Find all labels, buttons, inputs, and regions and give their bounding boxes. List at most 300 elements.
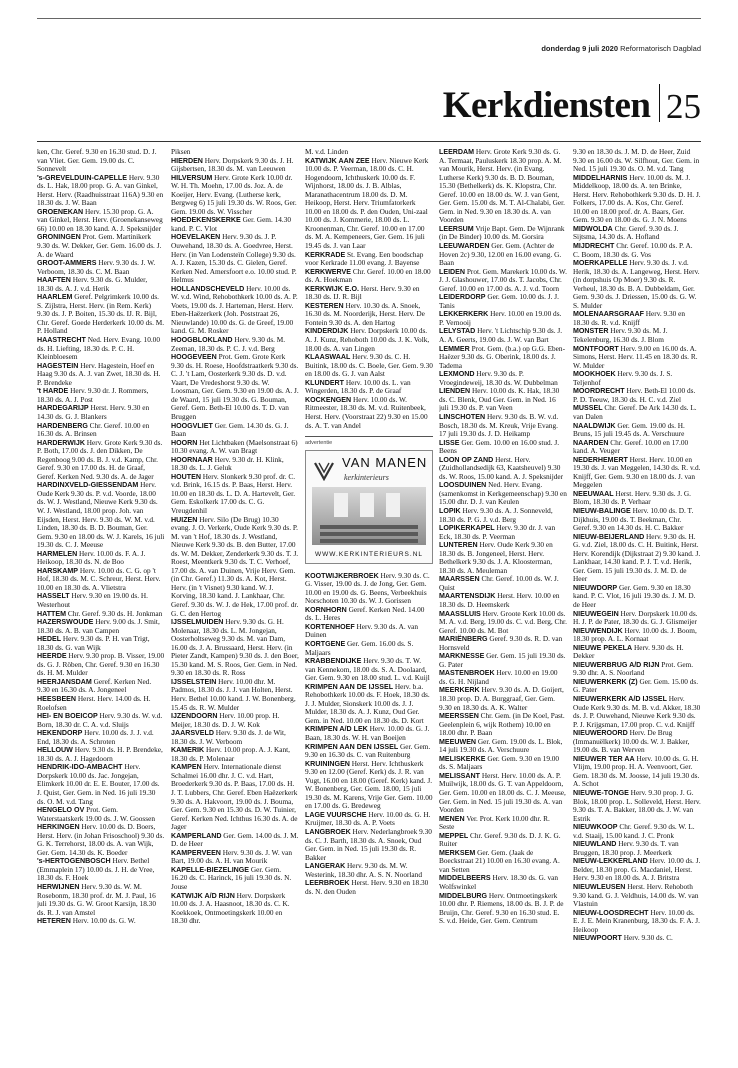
place-name: NIEUW-LOOSDRECHT: [573, 908, 649, 917]
place-name: HUIZEN: [171, 515, 198, 524]
listing-entry: [439, 481, 567, 507]
listing-entry: [439, 148, 567, 225]
place-name: MEPPEL: [439, 831, 469, 840]
place-name: HARDERWIJK: [37, 438, 85, 447]
ad-box[interactable]: [305, 450, 433, 564]
service-details: Herv. 10.00 ds. K. Hak, 18.30 ds. C. Blenk, Oud Ger. Gem. in Ned. 16 juli 19.30 ds. P. van Veen: [439, 386, 560, 413]
place-name: MOOKHOEK: [573, 370, 616, 379]
service-details: Herv. Dorpskerk 10.00 ds. A. J. Kunz, Rehoboth 10.00 ds. J. K. Volk, 18.00 ds. A. van Lingen: [305, 326, 430, 353]
listing-entry: [439, 652, 567, 669]
listing-entry: [439, 387, 567, 413]
place-name: KAPELLE-BIEZELINGE: [171, 865, 250, 874]
service-details: Herv. 9.30 ds. J. W. Verboom, 18.30 ds. C. M. Baan: [37, 258, 156, 276]
title-separator: [659, 84, 661, 122]
listing-entry: [573, 225, 701, 242]
listing-entry: [439, 293, 567, 310]
place-name: LEERDAM: [439, 148, 475, 156]
place-name: KATWIJK AAN ZEE: [305, 156, 370, 165]
listing-entry: [171, 866, 299, 892]
service-details: Herv. 10.00 ds. M. J. Middelkoop, 18.00 ds. A. ten Brinke, Herst. Herv. Rehobothkerk 9.30 ds. D. H. J. Folkers, 17.00 ds. A. Kos, Chr. Geref. 10.00 en 18.00 prof. dr. A. Baars, Ger. Gem. 9.30 en 18.00 ds. G. J. N. Moens: [573, 172, 701, 225]
place-name: HAARLEM: [37, 293, 73, 302]
place-name: KRIMPEN A/D LEK: [305, 725, 368, 734]
service-details: Geref. 9.30 ds. R. D. van Hornsveld: [439, 634, 563, 652]
listing-entry: [171, 285, 299, 336]
place-name: HEKENDORP: [37, 729, 83, 738]
place-name: HAZERSWOUDE: [37, 618, 94, 627]
place-name: KLAASWAAL: [305, 353, 351, 362]
listing-entry: [305, 811, 433, 828]
service-details: Herv. 15.30 prop. G. A. van Ginkel, Herst. Herv. (Groenekanseweg 66) 10.00 en 18.30 kand. A. J. Speksnijder: [37, 206, 163, 233]
place-name: NIEUWER TER AA: [573, 754, 635, 763]
listing-entry: [439, 575, 567, 592]
place-name: HAGESTEIN: [37, 361, 79, 370]
listing-entry: [439, 370, 567, 387]
place-name: HEESBEEN: [37, 695, 77, 703]
service-details: Herv. 10.00 ds. J. Belder, 18.30 prop. G. Macdaniel, Herst. Herv. 9.30 en 18.00 ds. A. J. Britstra: [573, 856, 701, 883]
place-name: GROENEKAN: [37, 207, 84, 216]
window-shape: [386, 493, 400, 517]
place-name: HERWIJNEN: [37, 883, 80, 892]
service-details: Geref. Pelgrimkerk 10.00 ds. S. Zijlstra, Herst. Herv. (in Rem. Kerk) 9.30 ds. J. P. Boiten, 15.30 ds. IJ. R. Bijl, Chr. Geref. Goede Herderkerk 10.00 ds. M. P. Holland: [37, 292, 165, 336]
service-details: Herv. 10.00 ds. G. J. Baan, 18.30 ds. W. H. van Boeijen: [305, 724, 430, 742]
service-details: Ger. Gem. 14.00 ds. J. M. D. de Heer: [171, 830, 299, 849]
place-name: HOEVELAKEN: [171, 233, 221, 242]
place-name: KAMPERVEEN: [171, 848, 221, 857]
listing-entry: [37, 883, 165, 917]
listing-entry: [573, 789, 701, 823]
service-details: Herv. Oude Kerk 9.30 ds. M. B. v.d. Akker, 18.30 ds. J. P. Ouwehand, Nieuwe Kerk 9.30 ds. P. J. Krijgsman, 17.00 prop. C. v.d. Knijff: [573, 694, 701, 729]
place-name: MOLENAARSGRAAF: [573, 310, 644, 319]
place-name: HAAFTEN: [37, 276, 71, 285]
service-details: Herv. Grote Kerk 9.30 ds. P. Both, 17.00 ds. J. den Dikken, De Regenboog 9.00 ds. B. J. v.d. Kamp, Chr. Geref. 9.30 en 17.00 ds. H. de Graaf, Geref. Kerken Ned. 9.30 ds. A. de Jager: [37, 437, 163, 481]
listing-entry: [171, 849, 299, 866]
place-name: NIEUWENDIJK: [573, 626, 623, 635]
service-details: Herv. 9.30 en 19.00 ds. H. Westerhout: [37, 591, 148, 609]
service-details: Herv. 10.00 ds. W. Ritmeester, 18.30 ds. M. v.d. Ruitenbeek, Herst. Herv. (Voorstraat 22) 9.30 en 15.00 ds. A. T. van Andel: [305, 394, 428, 430]
place-name: MARKNESSE: [439, 652, 485, 661]
listing-entry: [439, 815, 567, 832]
place-name: 't HARDE: [37, 387, 69, 396]
service-details: Herv. Ontmoetingskerk 10.00 dhr. P. Riemens, 18.00 ds. B. J. P. de Bruijn, Chr. Geref. 9.30 en 16.30 stud. E. S. v.d. Heide, Ger. Gem. Centrum: [439, 890, 564, 926]
service-details: Herv. 9.30 ds. W. M. Rosebonm, 18.30 prof. dr. M. J. Paul, 16 juli 19.30 ds. G. W. Groot Karsijn, 18.30 ds. R. J. van Amstel: [37, 882, 156, 917]
place-name: GRONINGEN: [37, 233, 81, 242]
service-details: Herv. 10.00 ds. G. H. Vlijm, 19.00 prop. H. A. Veenvoort, Ger. Gem. 18.30 ds. M. Joosse, 14 juli 19.30 ds. A. Schot: [573, 753, 700, 789]
service-details: Herv. 9.00 en 16.00 ds. A. Simons, Herst. Herv. 11.45 en 18.30 ds. R. W. Mulder: [573, 343, 698, 370]
top-rule: [37, 18, 701, 19]
service-details: Herv. Dorpskerk 10.00 ds. H. J. P. de Pater, 18.30 ds. G. J. Glismeijer: [573, 608, 698, 627]
service-details: Chr. Geref. 9.30 ds. D. J. K. G. Ruiter: [439, 830, 561, 849]
place-name: KERKRADE: [305, 250, 346, 259]
listing-entry: [37, 567, 165, 593]
listing-entry: [439, 592, 567, 609]
place-name: KERKWIJK E.O.: [305, 284, 359, 293]
page-meta: [541, 44, 701, 53]
paper-name: Reformatorisch Dagblad: [620, 44, 701, 53]
place-name: HOOGVLIET: [171, 421, 213, 430]
service-details: Herv. 9.30 dr. J. van Eck, 18.30 ds. P. Veerman: [439, 523, 556, 541]
service-details: Herv. 10.00 ds. J. J. v.d. End, 18.30 ds. A. Schroten: [37, 728, 154, 746]
listing-entry: [573, 729, 701, 755]
service-details: Herv. 9.30 ds. M. W. Westerink, 18.30 dhr. A. S. N. Noorland: [305, 861, 422, 879]
service-details: Herv. 10.00 en 19.00 ds. P. Vernooij: [439, 309, 562, 327]
place-name: KAMPEN: [171, 763, 202, 772]
service-details: Herv. 9.30 ds. T. van Bruggen, 18.30 prop. J. Meerkerk: [573, 839, 679, 857]
place-name: IJZENDOORN: [171, 712, 218, 721]
place-name: KAMPERLAND: [171, 831, 222, 840]
service-details: Ger. Gem. (Jaak de Boeckstraat 21) 10.00 en 16.30 evang. A. van Setten: [439, 847, 560, 874]
listing-entry: [439, 892, 567, 926]
service-details: Herv. 9.30 ds. M. Zeeman, 18.30 ds. P. C. J. v.d. Berg: [171, 335, 286, 353]
service-details: Herv. 't Lichtschip 9.30 ds. J. A. A. Geerts, 19.00 ds. J. W. van Bart: [439, 326, 563, 345]
place-name: LELYSTAD: [439, 327, 476, 336]
service-details: Herst. Herv. 10.00 en 18.30 ds. D. Heemskerk: [439, 591, 560, 609]
service-details: Ger. Gem. 16.20 ds. C. Harinck, 16 juli 19.30 ds. N. Jouse: [171, 864, 292, 892]
column-5: [573, 148, 701, 1048]
place-name: HOORN: [171, 438, 198, 447]
listing-entry: [439, 310, 567, 327]
listing-entry: [305, 302, 433, 328]
listing-entry: [37, 404, 165, 421]
place-name: LEIDERDORP: [439, 293, 486, 302]
place-name: LANGBROEK: [305, 828, 351, 836]
advertisement: [305, 436, 433, 564]
service-details: Prot. Gem. Marekerk 10.00 ds. W. J. J. Glashouwer, 17.00 ds. T. Jacobs, Chr. Geref. 10.00 en 17.00 ds. A. J. v.d. Toorn: [439, 266, 567, 293]
service-details: Het Lichtbaken (Maelsonstraat 6) 10.30 evang. A. W. van Bragt: [171, 437, 298, 456]
place-name: NAALDWIJK: [573, 421, 616, 430]
listing-entry: [37, 259, 165, 276]
service-details: Ger. Gem. 10.00 ds. J. J. Tanis: [439, 292, 559, 310]
listing-entry: [171, 516, 299, 619]
place-name: HATTEM: [37, 609, 67, 618]
service-details: Vrije Bapt. Gem. De Wijnrank (in De Binder) 10.00 ds. M. Gorsira: [439, 223, 565, 242]
service-details: Ger. Gem. 9.30 en 18.30 kand. P. C. Vlot, 16 juli 19.30 ds. J. M. D. de Heer: [573, 582, 696, 609]
listing-entry: [37, 763, 165, 806]
place-name: HEERJANSDAM: [37, 677, 92, 686]
listing-entry: [37, 276, 165, 293]
place-name: IJSSELMUIDEN: [171, 618, 224, 627]
listing-entry: [573, 242, 701, 259]
service-details: Ger. Gem. 14.30 ds. G. J. Baan: [171, 420, 289, 439]
place-name: HELLOUW: [37, 746, 73, 755]
service-details: Herv. 9.30 ds. J. P. Ouwehand, 18.30 ds. A. Goedvree, Herst. Herv. (in Van Lodensteïn College) 9.30 ds. A. J. Kazen, 15.30 ds. C. Gielen, Geref. Kerken Ned. Amersfoort e.o. 10.00 stud. P. Helmus: [171, 232, 297, 285]
listing-entry: [305, 623, 433, 640]
service-details: Herv. 9.30 ds. J. de Wit, 18.30 ds. J. W. Verboom: [171, 728, 286, 746]
place-name: LOON OP ZAND: [439, 455, 494, 464]
service-details: Herv. 10.00 dhr. M. Padmos, 18.30 ds. J. J. van Holten, Herst. Herv. Bethel 10.00 kand. J. W. Bonenberg, 15.45 ds. R. W. Mulder: [171, 676, 296, 712]
place-name: HAASTRECHT: [37, 336, 86, 345]
service-details: Herst. Herv. 10.00 ds. A. P. Muilwijk, 18.00 ds. G. T. van Appeldoorn, Ger. Gem. 10.00 en 18.00 ds. C. J. Meeuse, Ger. Gem. in Ned. 15 juli 19.30 ds. A. van Voorden: [439, 770, 566, 815]
listing-entry: [573, 327, 701, 344]
place-name: NIEUW-LEKKERLAND: [573, 857, 648, 866]
listing-entry: [439, 507, 567, 524]
place-name: LISSE: [439, 438, 460, 447]
listing-entry: [305, 657, 433, 683]
service-details: Herv. 9.30 ds. H. G. v.d. Ziel, 18.00 ds. C. H. Buitink, Herst. Herv. Korendijk (Dijkstraat 2) 9.30 kand. J. Lankhaar, 14.30 kand. P. J. T. v.d. Herik, Ger. Gem. 15 juli 19.30 ds. J. M. D. de Heer: [573, 531, 701, 584]
service-details: Geref. Kerken Ned. 14.00 ds. L. Heres: [305, 604, 425, 623]
listing-entry: [305, 862, 433, 879]
place-name: LEEUWARDEN: [439, 242, 490, 251]
place-name: NIEUWEROORD: [573, 729, 628, 738]
header-rule: [37, 141, 701, 142]
place-name: HOEDEKENSKERKE: [171, 216, 241, 225]
service-details: Herst. Herv. (Zuidhollandsedijk 63, Kaatsheuvel) 9.30 ds. W. Roos, 15.00 kand. A. J. Speksnijder: [439, 454, 564, 481]
service-details: Ger. Gem. (Achter de Hoven 2c) 9.30, 12.00 en 16.00 evang. G. Baan: [439, 241, 562, 268]
place-name: 's-HERTOGENBOSCH: [37, 857, 111, 866]
place-name: KINDERDIJK: [305, 327, 349, 336]
place-name: HENDRIK-IDO-AMBACHT: [37, 763, 123, 772]
service-details: Herv. 9.00 ds. J. Smit, 18.30 ds. A. B. van Campen: [37, 617, 160, 635]
place-name: KRABBENDIJKE: [305, 657, 362, 666]
service-details: Herv. 9.30 dr. J. Rommers, 18.30 ds. A. J. Post: [37, 386, 149, 404]
place-name: MELISKERKE: [439, 754, 486, 763]
listing-entry: [305, 327, 433, 353]
service-details: Ger. Gem. 9.30 en 16.30 ds. C. van Ruitenburg: [305, 741, 431, 760]
listing-entry: [171, 439, 299, 456]
place-name: NIEUWERKERK (Z): [573, 677, 638, 686]
listing-entry: [305, 606, 433, 623]
listing-entry: [37, 174, 165, 208]
listing-entry: [573, 310, 701, 327]
service-details: Herv. 10.00 ds. G. W.: [72, 916, 136, 926]
listing-entry: [305, 640, 433, 657]
pew-shape: [320, 532, 418, 536]
service-details: Herv. 9.30 ds. T. W. van Kennekom, 18.00 ds. S. A. Doolaard, Ger. Gem. 9.30 en 18.00 stud. L. v.d. Kuijl: [305, 656, 430, 683]
window-shape: [360, 493, 374, 517]
place-name: KRIMPEN AAN DE IJSSEL: [305, 682, 394, 691]
listing-entry: [573, 507, 701, 533]
listing-entry: [37, 857, 165, 883]
service-details: Chr. Geref. 9.30 ds. J. Sijtsma, 14.30 ds. A. Hofland: [573, 223, 679, 242]
listing-entry: [573, 644, 701, 661]
place-name: MEERKERK: [439, 686, 480, 695]
listing-entry: [171, 157, 299, 174]
service-details: Chr. Gem. (in De Koel, Past. Geelenplein 6, wijk Rothem) 10.00 en 18.00 dhr. P. Baan: [439, 711, 565, 738]
listing-entry: [573, 404, 701, 421]
service-details: Herv. 10.00 ds. D. Boers, Herst. Herv. (in Johan Frisoschool) 9.30 ds. G. K. Terrehorst, 18.00 ds. A. van Wijk, Ger. Gem. 14.30 ds. K. Boeder: [37, 822, 165, 857]
place-name: KOCKENGEN: [305, 395, 352, 404]
listing-entry: [37, 439, 165, 482]
service-details: ken, Chr. Geref. 9.30 en 16.30 stud. D. J. van Vliet. Ger. Gem. 19.00 ds. C. Sonnevelt: [37, 148, 157, 174]
service-details: Herv. 10.00 ds. G. H. Kruijmer, 18.30 ds. A. P. Voets: [305, 809, 431, 828]
service-details: Ger. Gem. 14.30 kand. P. C. Vlot: [171, 215, 292, 233]
service-details: Herv. 9.30 ds. A. J. Sonneveld, 18.30 ds. P. G. J. v.d. Berg: [439, 505, 553, 524]
place-name: NIEUWE PEKELA: [573, 643, 633, 652]
place-name: MUSSEL: [573, 404, 603, 413]
service-details: Herv. 10.30 ds. A. Snoek, 16.30 ds. M. Noorderijk, Herst. Herv. De Fontein 9.30 ds. A. den Hartog: [305, 300, 425, 327]
place-name: HARSKAMP: [37, 566, 78, 575]
listing-entry: [171, 473, 299, 516]
service-details: Ver. Prot. Kerk 10.00 dhr. R. Seste: [439, 813, 550, 832]
service-details: Ned. Herv. Evang. (samenkomst in Kerkgemeenschap) 9.30 en 15.00 dhr. D. J. van Keulen: [439, 480, 567, 507]
place-name: MEERSSEN: [439, 712, 479, 721]
listing-entry: [171, 618, 299, 678]
place-name: NEDERHEMERT: [573, 455, 628, 464]
listing-entry: [37, 652, 165, 678]
listing-entry: [439, 669, 567, 686]
place-name: LINSCHOTEN: [439, 412, 486, 421]
listing-entry: [171, 336, 299, 353]
listing-entry: [305, 572, 433, 606]
place-name: LOPIK: [439, 506, 461, 515]
listing-entry: [171, 353, 299, 421]
place-name: LEERSUM: [439, 224, 474, 233]
listing-entry: [171, 892, 299, 926]
service-details: Herv. Grote Kerk 10.00 dr. W. H. Th. Moehn, 17.00 ds. Joz. A. de Koeijer, Herv. Evang. (Lutherse kerk, Bergweg 6) 15 juli 19.30 ds. W. Roos, Ger. Gem. 19.00 ds. W. Visscher: [171, 172, 297, 216]
listing-entry: [439, 686, 567, 712]
place-name: LEXMOND: [439, 370, 475, 379]
listing-entry: [37, 233, 165, 259]
place-name: HARMELEN: [37, 549, 78, 558]
place-name: KESTEREN: [305, 301, 344, 310]
service-details: Herv. 9.30 prop. J. G. Blok, 18.00 prop. L. Solleveld, Herst. Herv. 9.30 ds. T. A. Bakker, 18.00 ds. J. W. van Estrik: [573, 788, 701, 823]
place-name: KATWIJK A/D RIJN: [171, 891, 235, 900]
service-details: Chr. Geref. 10.00 en 16.30 ds. A. Brinsen: [37, 420, 150, 439]
column-4: [439, 148, 567, 1048]
listing-entry: [171, 422, 299, 439]
listing-entry: [573, 857, 701, 883]
listing-entry: [439, 832, 567, 849]
place-name: KRIMPEN AAN DEN IJSSEL: [305, 742, 399, 751]
listing-entry: [573, 695, 701, 729]
listing-entry: [439, 524, 567, 541]
listing-entry: [305, 285, 433, 302]
place-name: LEKKERKERK: [439, 310, 489, 319]
service-details: Herv. 9.30 ds. H. P. Brendeke, 18.30 ds. A. J. Hagedoorn: [37, 745, 163, 763]
service-details: Herst. Herv. Ichthuskerk 9.30 en 12.00 (Geref. Kerk) ds. J. R. van Vugt, 16.00 en 18.00 (Geref. Kerk) kand. J. W. Bonenberg, Ger. Gem. 18.00, 15 juli 19.30 ds. M. Karens, Vrije Ger. Gem. 10.00 en 17.00 ds. G. Bredeweg: [305, 758, 433, 811]
place-name: MENEN: [439, 814, 465, 823]
service-details: Herv. De Brug (Immanuëlkerk) 10.00 ds. W. J. Bakker, 19.00 ds. B. van Werven: [573, 728, 690, 755]
place-name: NEEUWAAL: [573, 489, 614, 498]
service-details: St. Evang. Een boodschap voor Kerkrade 11.00 evang. J. Bayense: [305, 249, 424, 268]
place-name: LIENDEN: [439, 387, 471, 396]
place-name: HOOGEVEEN: [171, 353, 217, 362]
service-details: Ger. Gem. 19.00 ds. L. Blok, 14 juli 19.30 ds. A. Verschuure: [439, 736, 563, 755]
listing-entry: [439, 439, 567, 456]
place-name: KAMERIK: [171, 746, 205, 755]
service-details: Herst. Herv. 10.00 en 19.30 ds. J. van Meggelen, 14.30 ds. R. v.d. Knijff, Ger. Gem. 9.30 en 18.00 ds. J. van Meggelen: [573, 454, 701, 490]
section-title: Kerkdiensten: [442, 85, 651, 126]
place-name: MELISSANT: [439, 771, 480, 780]
service-details: Herv. 9.30 ds. P. H. van Trigt, 18.30 ds. G. van Wijk: [37, 634, 150, 652]
service-details: Herv. 9.30 ds. M. J. Tekelenburg, 16.30 ds. J. Blom: [573, 326, 668, 345]
listing-entry: [439, 849, 567, 875]
place-name: HARDENBERG: [37, 421, 88, 430]
listing-entry: [439, 712, 567, 738]
listing-entry: [37, 481, 165, 549]
service-details: Herv. Oude Kerk 9.30 ds. P. v.d. Voorde, 18.00 ds. W. J. Westland, Nieuwe Kerk 9.30 ds. W. J. Westland, 18.00 prop. Joh. van Eijsden, Herst. Herv. 9.30 ds. W. M. v.d. Linden, 18.30 ds. B. D. Bouman, Ger. Gem. 9.30 en 18.00 ds. W. J. Karels, 16 juli 19.30 ds. C. J. Meeuse: [37, 480, 165, 550]
service-details: Chr. Geref. 9.30 ds. H. Jonkman: [67, 608, 163, 618]
service-details: Herv. 9.30 ds. H. Dekker: [573, 642, 684, 661]
service-details: Chr. Geref. 10.00 ds. P. A. C. Boom, 18.30 ds. G. Vos: [573, 241, 693, 259]
listing-entry: [305, 725, 433, 742]
listing-entry: [439, 635, 567, 652]
place-name: NIEUWPOORT: [573, 934, 622, 943]
place-name: HARDINXVELD-GIESSENDAM: [37, 481, 139, 490]
service-details: Herv. Dorpskerk 10.00 ds. Jac. Jongejan, Elimkerk 10.00 dr. E. E. Bouter, 17.00 ds. J. Quist, Ger. Gem. in Ned. 16 juli 19.30 ds. O. M. v.d. Tang: [37, 762, 160, 806]
listing-entry: [439, 874, 567, 891]
listing-entry: [439, 327, 567, 344]
place-name: KERKWERVE: [305, 267, 351, 276]
service-details: Herst. Herv. 14.00 ds. H. Roelofsen: [37, 694, 151, 712]
service-details: Herv. 9.30 prop. B. Visser, 19.00 ds. G. J. Röben, Chr. Geref. 9.30 en 16.30 ds. H. M. Mulder: [37, 651, 165, 678]
place-name: HEERDE: [37, 652, 67, 661]
place-name: NAARDEN: [573, 438, 609, 447]
service-details: Herv. 9.30 ds. J. S. Teljenhof: [573, 369, 673, 387]
service-details: Herv. 10.00 ds. J. Boom, 18.30 prop. A. L. Kornaat: [573, 625, 697, 644]
listing-entry: [573, 370, 701, 387]
pew-shape: [320, 539, 418, 543]
listing-entry: [573, 627, 701, 644]
service-details: Prot. Gem. (b.a.) op G.G. Eben-Haëzer 9.30 ds. G. Oberink, 18.00 ds. J. Tadema: [439, 343, 565, 370]
service-details: Herv. 10.00 ds. C. G. op 't Hof, 18.30 ds. M. C. Schreur, Herst. Herv. 10.00 en 18.30 ds. A. Vlietstra: [37, 565, 161, 592]
ad-url[interactable]: WWW.KERKINTERIEURS.NL: [314, 551, 424, 559]
place-name: GROOT-AMMERS: [37, 259, 97, 268]
place-name: MONSTER: [573, 327, 609, 336]
listing-entry: [37, 336, 165, 362]
listing-entry: [439, 268, 567, 294]
place-name: LEIDEN: [439, 267, 466, 276]
listing-entry: [37, 148, 165, 174]
service-details: Herv. Internationale dienst Schalmei 16.00 dhr. J. C. v.d. Hart, Broederkerk 9.30 ds. P. Baas, 17.00 ds. H. J. T. Lubbers, Chr. Geref. Eben Haëzerkerk 9.30 ds. A. Hakvoort, 19.00 ds. J. Bouma, Ger. Gem. 9.30 en 15.30 ds. D. W. Tuinier, Geref. Kerken Ned. Ichthus 16.30 ds. A. de Jager: [171, 762, 298, 832]
listing-entry: [573, 883, 701, 909]
service-details: Herst. Herv. 9.30 en 14.30 ds. G. J. Blankers: [37, 403, 150, 421]
listing-entry: [439, 541, 567, 575]
service-details: Ger. Gem. 10.00 en 16.00 stud. J. Beens: [439, 437, 560, 456]
place-name: MIDDELBEERS: [439, 874, 491, 883]
listing-entry: [439, 242, 567, 268]
place-name: LOPIKERKAPEL: [439, 524, 495, 533]
place-name: LAGE VUURSCHE: [305, 810, 367, 819]
place-name: HETEREN: [37, 917, 71, 926]
service-details: Herv. 9.30 ds. J. W. van Bart, 19.00 ds. A. H. van Mourik: [171, 847, 293, 866]
service-details: Chr. Geref. 10.00 en 18.00 ds. A. Hoekman: [305, 266, 431, 285]
service-details: Ger. Gem. 15 juli 19.30 ds. G. Pater: [439, 651, 566, 669]
service-details: Piksen: [171, 148, 191, 156]
church-interior-photo: [312, 487, 426, 545]
listing-entry: [305, 379, 433, 396]
listing-entry: [171, 174, 299, 217]
place-name: LOOSDUINEN: [439, 481, 487, 490]
service-details: Herv. 9.30 ds. C.: [623, 933, 673, 943]
listing-entry: [37, 635, 165, 652]
service-details: Herv. 9.30 en 18.30 ds. R. v.d. Knijff: [573, 309, 686, 327]
place-name: NIEUWDORP: [573, 583, 618, 592]
service-details: Ger. Gem. 19.00 ds. H. Bruns, 15 juli 19.45 ds. A. Verschuure: [573, 420, 685, 439]
service-details: Herv. Groote Kerk 10.00 ds. M. A. v.d. Berg, 19.00 ds. C. v.d. Berg, Chr. Geref. 10.00 ds. M. Bot: [439, 608, 567, 635]
place-name: KRUININGEN: [305, 759, 350, 768]
listing-entry: [37, 917, 165, 926]
listing-entry: [439, 772, 567, 815]
service-details: Chr. Geref. 10.00 en 17.00 kand. A. Veuger: [573, 437, 689, 456]
service-details: Herv. 10.00 ds. W. v.d. Wind, Rehobothkerk 10.00 ds. A. P. Voets, 19.00 ds. J. Harteman, Herst. Herv. Eben-Haëzerkerk (Joh. Poststraat 26, Nieuwlande) 10.00 ds. G. de Greef, 19.00 kand. G. M. Rosker: [171, 283, 298, 336]
listing-entry: [37, 729, 165, 746]
listing-entry: [573, 755, 701, 789]
place-name: HOLLANDSCHEVELD: [171, 284, 245, 293]
listing-entry: [37, 806, 165, 823]
listing-entry: [37, 618, 165, 635]
service-details: Herv. b.a. Rehobothkerk 10.00 ds. F. Hoek, 18.30 ds. J. J. Mulder, Sionskerk 10.00 ds. J. J. Mulder, 18.30 ds. A. J. Kunz, Oud Ger. Gem. in Ned. 10.00 en 18.30 ds. D. Kort: [305, 681, 430, 725]
place-name: HOOGBLOKLAND: [171, 336, 233, 345]
service-details: Herv. 10.00 ds. D. T. Dijkhuis, 19.00 ds. T. Beekman, Chr. Geref. 9.30 en 14.30 ds. H. C. Bakker: [573, 505, 694, 533]
service-details: Herv. 10.00 ds. L. van Wingerden, 18.30 ds. P. de Graaf: [305, 377, 411, 396]
place-name: MEEUWEN: [439, 737, 477, 746]
place-name: NIEUWEGEIN: [573, 609, 619, 618]
place-name: NIEUWE-TONGE: [573, 789, 629, 798]
place-name: NIEUWKOOP: [573, 823, 618, 832]
service-details: Herv. Nederlangbroek 9.30 ds. C. J. Barth, 18.30 ds. A. Snoek, Oud Ger. Gem. in Ned. 15 juli 19.30 ds. R. Bakker: [305, 827, 432, 862]
place-name: NIEUW-BEIJERLAND: [573, 532, 645, 541]
service-details: Herv. Slonkerk 9.30 prof. dr. C. v.d. Brink, 16.15 ds. P. Baas, Herst. Herv. 10.00 en 18.30 ds. L. D. A. Hartevelt, Ger. Gem. Eskolkerk 17.00 ds. C. G. Vreugdenhil: [171, 471, 296, 515]
